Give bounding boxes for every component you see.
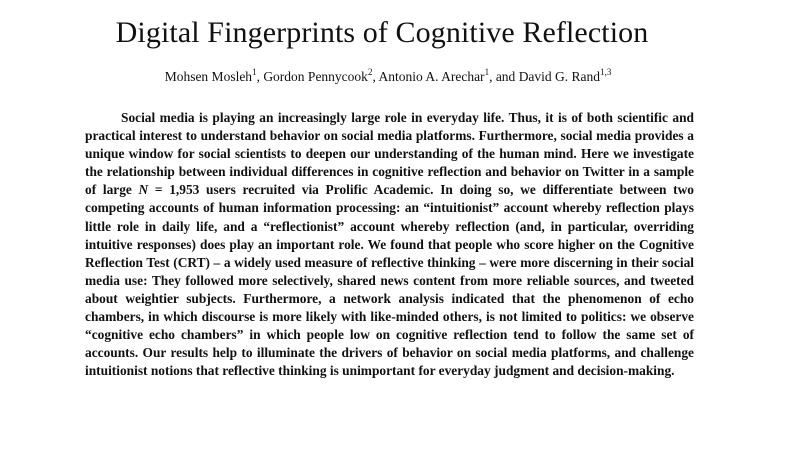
abstract-text-part2: = 1,953 users recruited via Prolific Academic. In doing so, we differentiate between two competing accounts of human information processing: an “intuitionist” account whereby reflection plays little role in daily life, and a “reflectionist” account whereby reflection (and, in particular, overriding intuitive responses) does play an important role. We found that people who score higher on the Cognitive Reflection Test (CRT) – a widely used measure of reflective thinking – were more discerning in their social media use: They followed more selectively, shared news content from more reliable sources, and tweeted about weightier subjects. Furthermore, a network analysis indicated that the phenomenon of echo chambers, in which discourse is more likely with like-minded others, is not limited to politics: we observe “cognitive echo chambers” in which people low on cognitive reflection tend to follow the same set of accounts. Our results help to illuminate the drivers of behavior on social media platforms, and challenge intuitionist notions that reflective thinking is unimportant for everyday judgment and decision-making. — [85, 182, 694, 379]
abstract — [85, 109, 694, 380]
sample-size-symbol: N — [138, 182, 149, 198]
author-separator: , and — [489, 69, 519, 84]
author-name: Gordon Pennycook — [263, 69, 368, 84]
author-name: Antonio A. Arechar — [378, 69, 485, 84]
author-affiliation: 1 — [484, 66, 490, 77]
abstract-text-part1: Social media is playing an increasingly large role in everyday life. Thus, it is of both scientific and practical interest to understand behavior on social media platforms. Furthermore, social media provides a unique window for social scientists to deepen our understanding of the human mind. Here we investigate the relationship between individual differences in cognitive reflection and behavior on Twitter in a sample of large — [85, 110, 694, 198]
author-affiliation: 1,3 — [600, 66, 612, 77]
author-affiliation: 1 — [252, 66, 257, 77]
author-separator: , — [372, 69, 379, 84]
author-separator: , — [256, 69, 264, 84]
paper-title: Digital Fingerprints of Cognitive Reflection — [115, 16, 649, 49]
author-affiliation: 2 — [367, 66, 373, 77]
author-name: Mohsen Mosleh — [164, 69, 253, 84]
author-name: David G. Rand — [518, 69, 601, 84]
author-list — [0, 68, 776, 86]
